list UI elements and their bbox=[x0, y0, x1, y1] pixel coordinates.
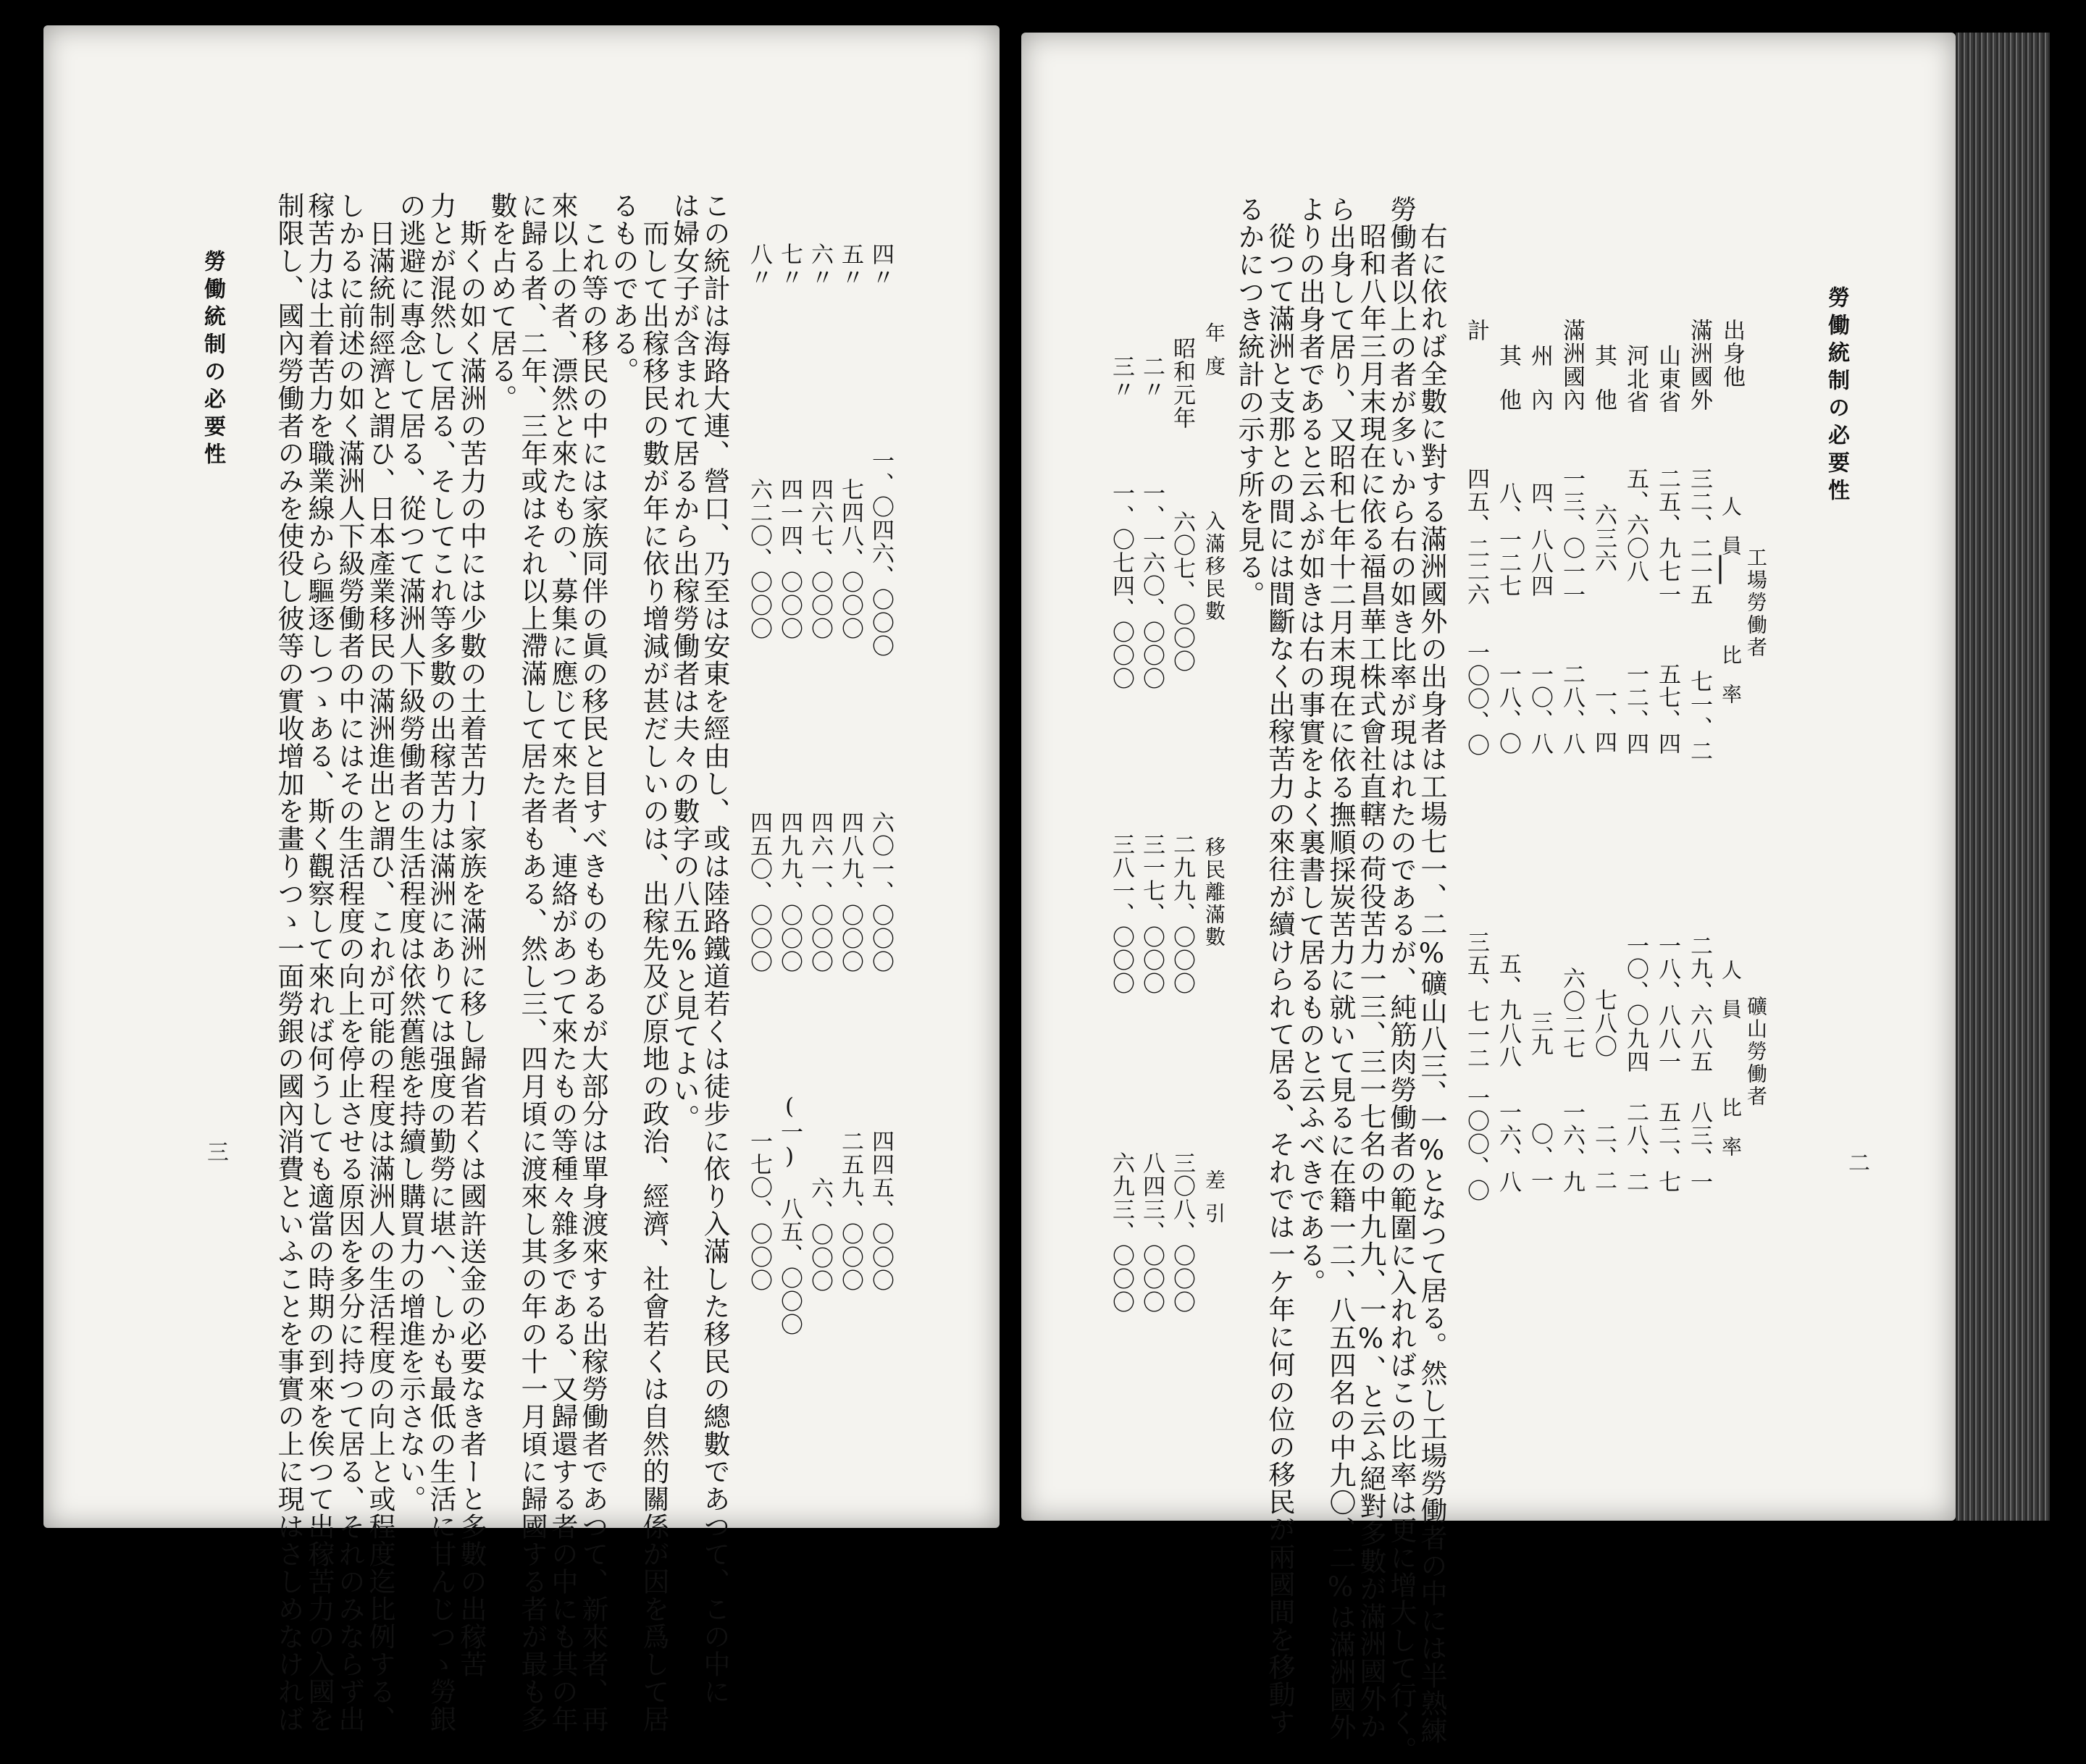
text-line: 數を占めて居る。 bbox=[486, 192, 517, 412]
table-cell: 二九九、〇〇〇 bbox=[1169, 833, 1195, 995]
table-cell: 一、一六〇、〇〇〇 bbox=[1139, 482, 1165, 690]
table-cell: 五、六〇八 bbox=[1622, 467, 1649, 583]
table-cell: 七〃 bbox=[776, 243, 803, 289]
table-cell: 二五、九七一 bbox=[1654, 467, 1680, 606]
table-cell: 六〇七、〇〇〇 bbox=[1169, 511, 1195, 673]
table-cell: 一、四 bbox=[1591, 684, 1617, 754]
table-cell: 一〇、八 bbox=[1527, 663, 1553, 755]
text-line: 從つて滿洲と支那との間には間斷なく出稼苦力の來往が續けられて居る、それでは一ケ年に何の位の移民が兩國間を移動す bbox=[1264, 222, 1295, 1736]
table-cell: 一〇、〇九四 bbox=[1622, 934, 1649, 1073]
table2-header-in: 入滿移民數 bbox=[1202, 511, 1226, 623]
text-line: るものである。 bbox=[608, 192, 639, 385]
row-label: 出身他 bbox=[1719, 319, 1745, 388]
table-cell: 五、九八八 bbox=[1495, 952, 1521, 1068]
table-cell: 三〃 bbox=[1108, 355, 1134, 401]
table-cell: 六三六 bbox=[1591, 503, 1617, 573]
text-line: の逃避に專念して居る、從つて滿洲人下級勞働者の生活程度は依然舊態を持續し購買力の增進を示さない。 bbox=[395, 192, 426, 1513]
row-label: 其他 bbox=[1591, 344, 1617, 432]
table-cell: 四五、二二六 bbox=[1463, 467, 1489, 606]
table-cell: 八三、一 bbox=[1686, 1101, 1712, 1193]
running-footer-title: 勞働統制の必要性 bbox=[200, 250, 225, 470]
row-label: 計 bbox=[1463, 319, 1489, 342]
table-cell: 七八〇 bbox=[1591, 988, 1617, 1058]
table-cell: (一) 八五、〇〇〇 bbox=[776, 1093, 803, 1336]
table-cell: 八〃 bbox=[746, 243, 772, 289]
text-line: これ等の移民の中には家族同伴の眞の移民と目すべきものもあるが大部分は單身渡來する出稼勞働者であつて、新來者、再 bbox=[577, 219, 608, 1733]
table-cell: 二九、六八五 bbox=[1686, 934, 1712, 1073]
text-line: るかにつき統計の示す所を見る。 bbox=[1233, 196, 1265, 608]
table-cell: 六九三、〇〇〇 bbox=[1108, 1151, 1134, 1314]
table-cell: 七一、二 bbox=[1686, 670, 1712, 763]
table-cell: 五二、七 bbox=[1654, 1101, 1680, 1193]
table-cell: 四九九、〇〇〇 bbox=[776, 811, 803, 973]
table-cell: 三五、七一二 bbox=[1463, 931, 1489, 1070]
text-line: に歸る者、二年、三年或はそれ以上滯滿して居た者もある、然し三、四月頃に渡來し其の年の十一月頃に歸國する者が最も多 bbox=[516, 192, 548, 1733]
left-page bbox=[43, 25, 1000, 1733]
table-cell: 八、一二七 bbox=[1495, 482, 1521, 597]
table-cell: 五七、四 bbox=[1654, 663, 1680, 755]
table2-header-year: 年度 bbox=[1202, 322, 1226, 389]
text-line: この統計は海路大連、營口、乃至は安東を經由し、或は陸路鐵道若くは徒步に依り入滿した移民の總數であつて、この中に bbox=[699, 192, 730, 1705]
col-group-factory: 工場勞働者 bbox=[1744, 547, 1768, 659]
table-cell: 一七〇、〇〇〇 bbox=[746, 1130, 772, 1292]
subheader-mine-ratio: 比率 bbox=[1719, 1097, 1743, 1175]
table-cell: 三二、二一五 bbox=[1686, 467, 1712, 606]
right-page bbox=[1021, 33, 1956, 1764]
table-cell: 一六、九 bbox=[1559, 1101, 1585, 1193]
table-cell: 六〇二七 bbox=[1559, 967, 1585, 1059]
table-cell: 昭和元年 bbox=[1169, 337, 1195, 429]
subheader-factory-count: 人員 bbox=[1719, 496, 1743, 574]
text-line: 來以上の者、漂然と來たもの、募集に應じて來た者、連絡があつて來たもの等種々雜多である、又歸還する者の中にも其の年 bbox=[547, 192, 578, 1733]
text-line: 昭和八年三月末現在に依る福昌華工株式會社直轄の荷役苦力一三、三一七名の中九九、一%、と云ふ絕對多數が滿洲國外か bbox=[1355, 222, 1386, 1740]
row-label: 河北省 bbox=[1622, 344, 1649, 413]
text-line: ら出身して居り、又昭和七年十二月末現在に依る撫順採炭苦力に就いて見るに在籍一二、八五四名の中九〇、二%は滿洲國外 bbox=[1325, 196, 1356, 1741]
table-cell: 六〃 bbox=[807, 243, 833, 289]
table-cell: 一、〇四六、〇〇〇 bbox=[868, 449, 894, 658]
table-cell: 一〇〇、〇 bbox=[1463, 1086, 1489, 1202]
text-line: 勞働者以上の者が多いから右の如き比率が現はれたのであるが、純筋肉勞働者の範圍に入れればこの比率は更に增大して行く。 bbox=[1386, 196, 1417, 1764]
row-label: 滿洲國內 bbox=[1559, 319, 1585, 411]
table-cell: 〇、一 bbox=[1527, 1122, 1553, 1192]
table-cell: 八四三、〇〇〇 bbox=[1139, 1151, 1165, 1314]
row-label: 滿洲國外 bbox=[1686, 319, 1712, 411]
text-line: 稼苦力は土着苦力を職業線から驅逐しつゝある、斯く觀察して來れば何うしても適當の時期の到來を俟つて出稼苦力の入國を bbox=[303, 192, 335, 1733]
page-number: 二 bbox=[1844, 1151, 1869, 1173]
table-cell: 一〇〇、〇 bbox=[1463, 641, 1489, 757]
table-cell: 四五〇、〇〇〇 bbox=[746, 811, 772, 973]
row-label: 州內 bbox=[1527, 344, 1553, 432]
table-cell: 四、八八四 bbox=[1527, 482, 1553, 597]
row-label: 山東省 bbox=[1654, 344, 1680, 413]
table-cell: 三九 bbox=[1527, 1010, 1553, 1057]
text-line: よりの出身者であると云ふが如きは右の事實をよく裏書して居るものと云ふべきである。 bbox=[1294, 196, 1325, 1296]
text-line: 日滿統制經濟と謂ひ、日本產業移民の滿洲進出と謂ひ、これが可能の程度は滿洲人の生活程度の向上と或程度迄比例する、 bbox=[364, 219, 395, 1733]
table-cell: 四〃 bbox=[868, 243, 894, 289]
table2-header-out: 移民離滿數 bbox=[1202, 836, 1226, 949]
subheader-mine-count: 人員 bbox=[1719, 959, 1743, 1038]
table-cell: 六、〇〇〇 bbox=[807, 1177, 833, 1293]
table-cell: 三一七、〇〇〇 bbox=[1139, 833, 1165, 995]
text-line: は婦女子が含まれて居るから出稼勞働者は夫々の數字の八五%と見てよい。 bbox=[669, 192, 700, 1132]
col-group-mine: 礦山勞働者 bbox=[1744, 996, 1768, 1108]
table-cell: 三〇八、〇〇〇 bbox=[1169, 1151, 1195, 1314]
row-label: 其他 bbox=[1495, 344, 1521, 432]
book-edge bbox=[1956, 33, 2050, 1521]
table-cell: 六二〇、〇〇〇 bbox=[746, 478, 772, 640]
subheader-factory-ratio: 比率 bbox=[1719, 644, 1743, 723]
table2-header-diff: 差引 bbox=[1202, 1169, 1226, 1236]
table-cell: 四八九、〇〇〇 bbox=[837, 811, 863, 973]
table-cell: 一六、八 bbox=[1495, 1101, 1521, 1193]
table-cell: 一、〇七四、〇〇〇 bbox=[1108, 482, 1134, 690]
table-cell: 七四八、〇〇〇 bbox=[837, 478, 863, 640]
text-line: 制限し、國內勞働者のみを使役し彼等の實收增加を畫りつゝ一面勞銀の國內消費といふことを事實の上に現はさしめなければ bbox=[273, 192, 304, 1733]
table-cell: 一二、四 bbox=[1622, 663, 1649, 755]
table-cell: 四一四、〇〇〇 bbox=[776, 478, 803, 640]
table-cell: 四四五、〇〇〇 bbox=[868, 1130, 894, 1292]
table-cell: 三八一、〇〇〇 bbox=[1108, 833, 1134, 995]
table-cell: 二五九、〇〇〇 bbox=[837, 1130, 863, 1292]
table-cell: 一八、八八一 bbox=[1654, 934, 1680, 1073]
table-cell: 五〃 bbox=[837, 243, 863, 289]
page-number: 三 bbox=[203, 1141, 228, 1162]
table-cell: 一三、〇一一 bbox=[1559, 467, 1585, 606]
running-header: 勞働統制の必要性 bbox=[1824, 286, 1849, 506]
table-cell: 二、二 bbox=[1591, 1122, 1617, 1192]
text-line: 力とが混然して居る、そしてこれ等多數の出稼苦力は滿洲にありては强度の勤勞に堪へ、しかも最低の生活に甘んじつゝ勞銀 bbox=[425, 192, 456, 1733]
table-cell: 二〃 bbox=[1139, 355, 1165, 401]
text-line: 而して出稼移民の數が年に依り增減が甚だしいのは、出稼先及び原地の政治、經濟、社會若くは自然的關係が因を爲して居 bbox=[638, 219, 669, 1733]
text-line: 斯くの如く滿洲の苦力の中には少數の土着苦力ー家族を滿洲に移し歸省若くは國許送金の必要なき者ーと多數の出稼苦 bbox=[456, 219, 487, 1678]
table-cell: 二八、八 bbox=[1559, 663, 1585, 755]
text-line: しかるに前述の如く滿洲人下級勞働者の中にはその生活程度の向上を停止させる原因を多分に持つて居る、それのみならず出 bbox=[334, 192, 365, 1733]
table-cell: 六〇一、〇〇〇 bbox=[868, 811, 894, 973]
table-cell: 四六一、〇〇〇 bbox=[807, 811, 833, 973]
text-line: 右に依れば全數に對する滿洲國外の出身者は工場七一、二%礦山八三、一%となつて居る。然し工場勞働者の中には半熟練 bbox=[1416, 222, 1447, 1744]
table-cell: 一八、〇 bbox=[1495, 663, 1521, 755]
table-cell: 二八、二 bbox=[1622, 1101, 1649, 1193]
table-cell: 四六七、〇〇〇 bbox=[807, 478, 833, 640]
